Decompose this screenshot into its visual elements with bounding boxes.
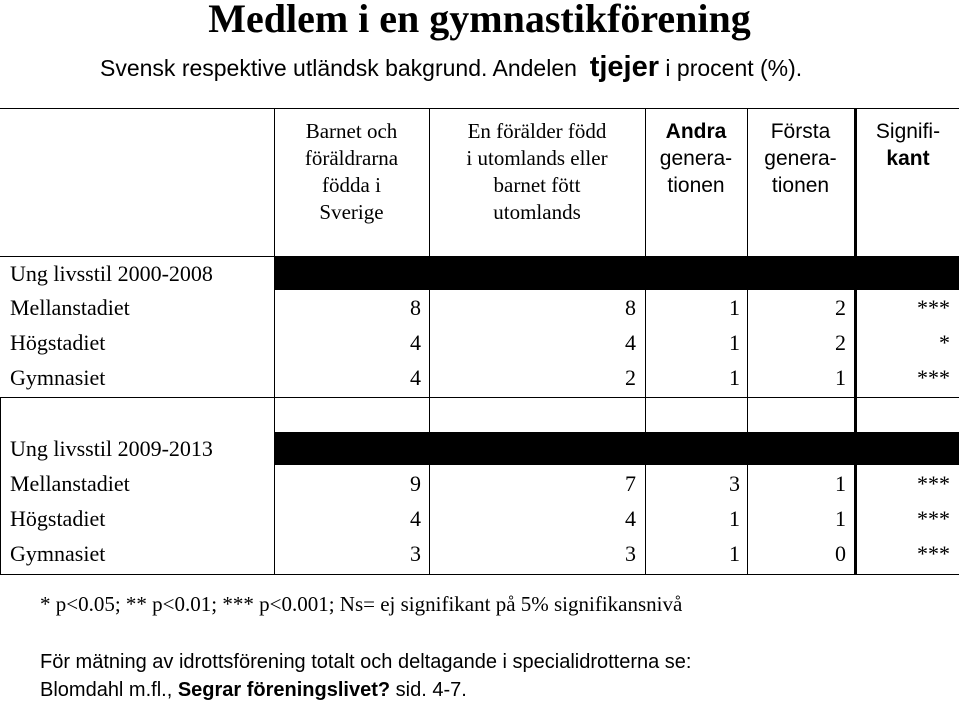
section-band (274, 257, 959, 290)
table-cell: 4 (410, 506, 421, 531)
table-cell: 2 (835, 330, 846, 355)
table-cell: 3 (729, 471, 740, 496)
row-label: Mellanstadiet (10, 471, 130, 496)
table-cell: 2 (625, 365, 636, 390)
section-band (274, 432, 959, 465)
table-cell: 4 (625, 330, 636, 355)
column-header-andra-generationen: Andra genera- tionen (659, 120, 733, 197)
table-cell: 8 (410, 295, 421, 320)
source-line-2: Blomdahl m.fl., Segrar föreningslivet? sid. 4-7. (40, 679, 467, 701)
table-cell: 4 (410, 330, 421, 355)
table-cell: 4 (625, 506, 636, 531)
table-cell: 0 (835, 541, 846, 566)
table-bottom-border (0, 574, 959, 575)
row-label: Gymnasiet (10, 541, 106, 566)
table-left-border (0, 397, 1, 574)
section-label: Ung livsstil 2000-2008 (10, 261, 213, 286)
source-reference (40, 648, 691, 704)
column-header-signifikant: Signifi- kant (875, 120, 941, 170)
subtitle-emphasis: tjejer (589, 51, 660, 83)
table-top-border (0, 108, 959, 109)
row-divider (0, 397, 959, 398)
table-cell: 1 (835, 471, 846, 496)
table-cell: *** (917, 471, 950, 496)
table-cell: 1 (729, 295, 740, 320)
table-cell: *** (917, 295, 950, 320)
table-cell: 3 (410, 541, 421, 566)
subtitle-prefix: Svensk respektive utländsk bakgrund. Andelen (100, 55, 577, 81)
significance-footnote: * p<0.05; ** p<0.01; *** p<0.001; Ns= ej signifikant på 5% signifikansnivå (40, 592, 683, 616)
table-cell: *** (917, 365, 950, 390)
table-cell: 1 (729, 330, 740, 355)
column-header-forsta-generationen: Första genera- tionen (764, 120, 837, 197)
table-cell: * (939, 330, 950, 355)
table-cell: 1 (729, 541, 740, 566)
table-cell: 7 (625, 471, 636, 496)
row-label: Högstadiet (10, 506, 106, 531)
table-cell: 1 (835, 365, 846, 390)
table-cell: 3 (625, 541, 636, 566)
row-label: Mellanstadiet (10, 295, 130, 320)
source-title: Segrar föreningslivet? (177, 679, 391, 701)
table-cell: 8 (625, 295, 636, 320)
table-cell: 9 (410, 471, 421, 496)
column-header-utomlands: En förälder född i utomlands eller barnet fött utomlands (466, 119, 608, 224)
table-cell: 1 (835, 506, 846, 531)
page-subtitle (100, 52, 802, 83)
table-cell: *** (917, 506, 950, 531)
page-title: Medlem i en gymnastikförening (208, 0, 751, 41)
table-cell: 1 (729, 365, 740, 390)
section-label: Ung livsstil 2009-2013 (10, 436, 213, 461)
table-cell: 4 (410, 365, 421, 390)
subtitle-suffix: i procent (%). (665, 55, 803, 81)
row-label: Högstadiet (10, 330, 106, 355)
source-line-1: För mätning av idrottsförening totalt och deltagande i specialidrotterna se: (40, 651, 692, 673)
column-header-sverige: Barnet och föräldrarna födda i Sverige (304, 119, 399, 224)
table-cell: 1 (729, 506, 740, 531)
row-label: Gymnasiet (10, 365, 106, 390)
table-cell: 2 (835, 295, 846, 320)
table-cell: *** (917, 541, 950, 566)
